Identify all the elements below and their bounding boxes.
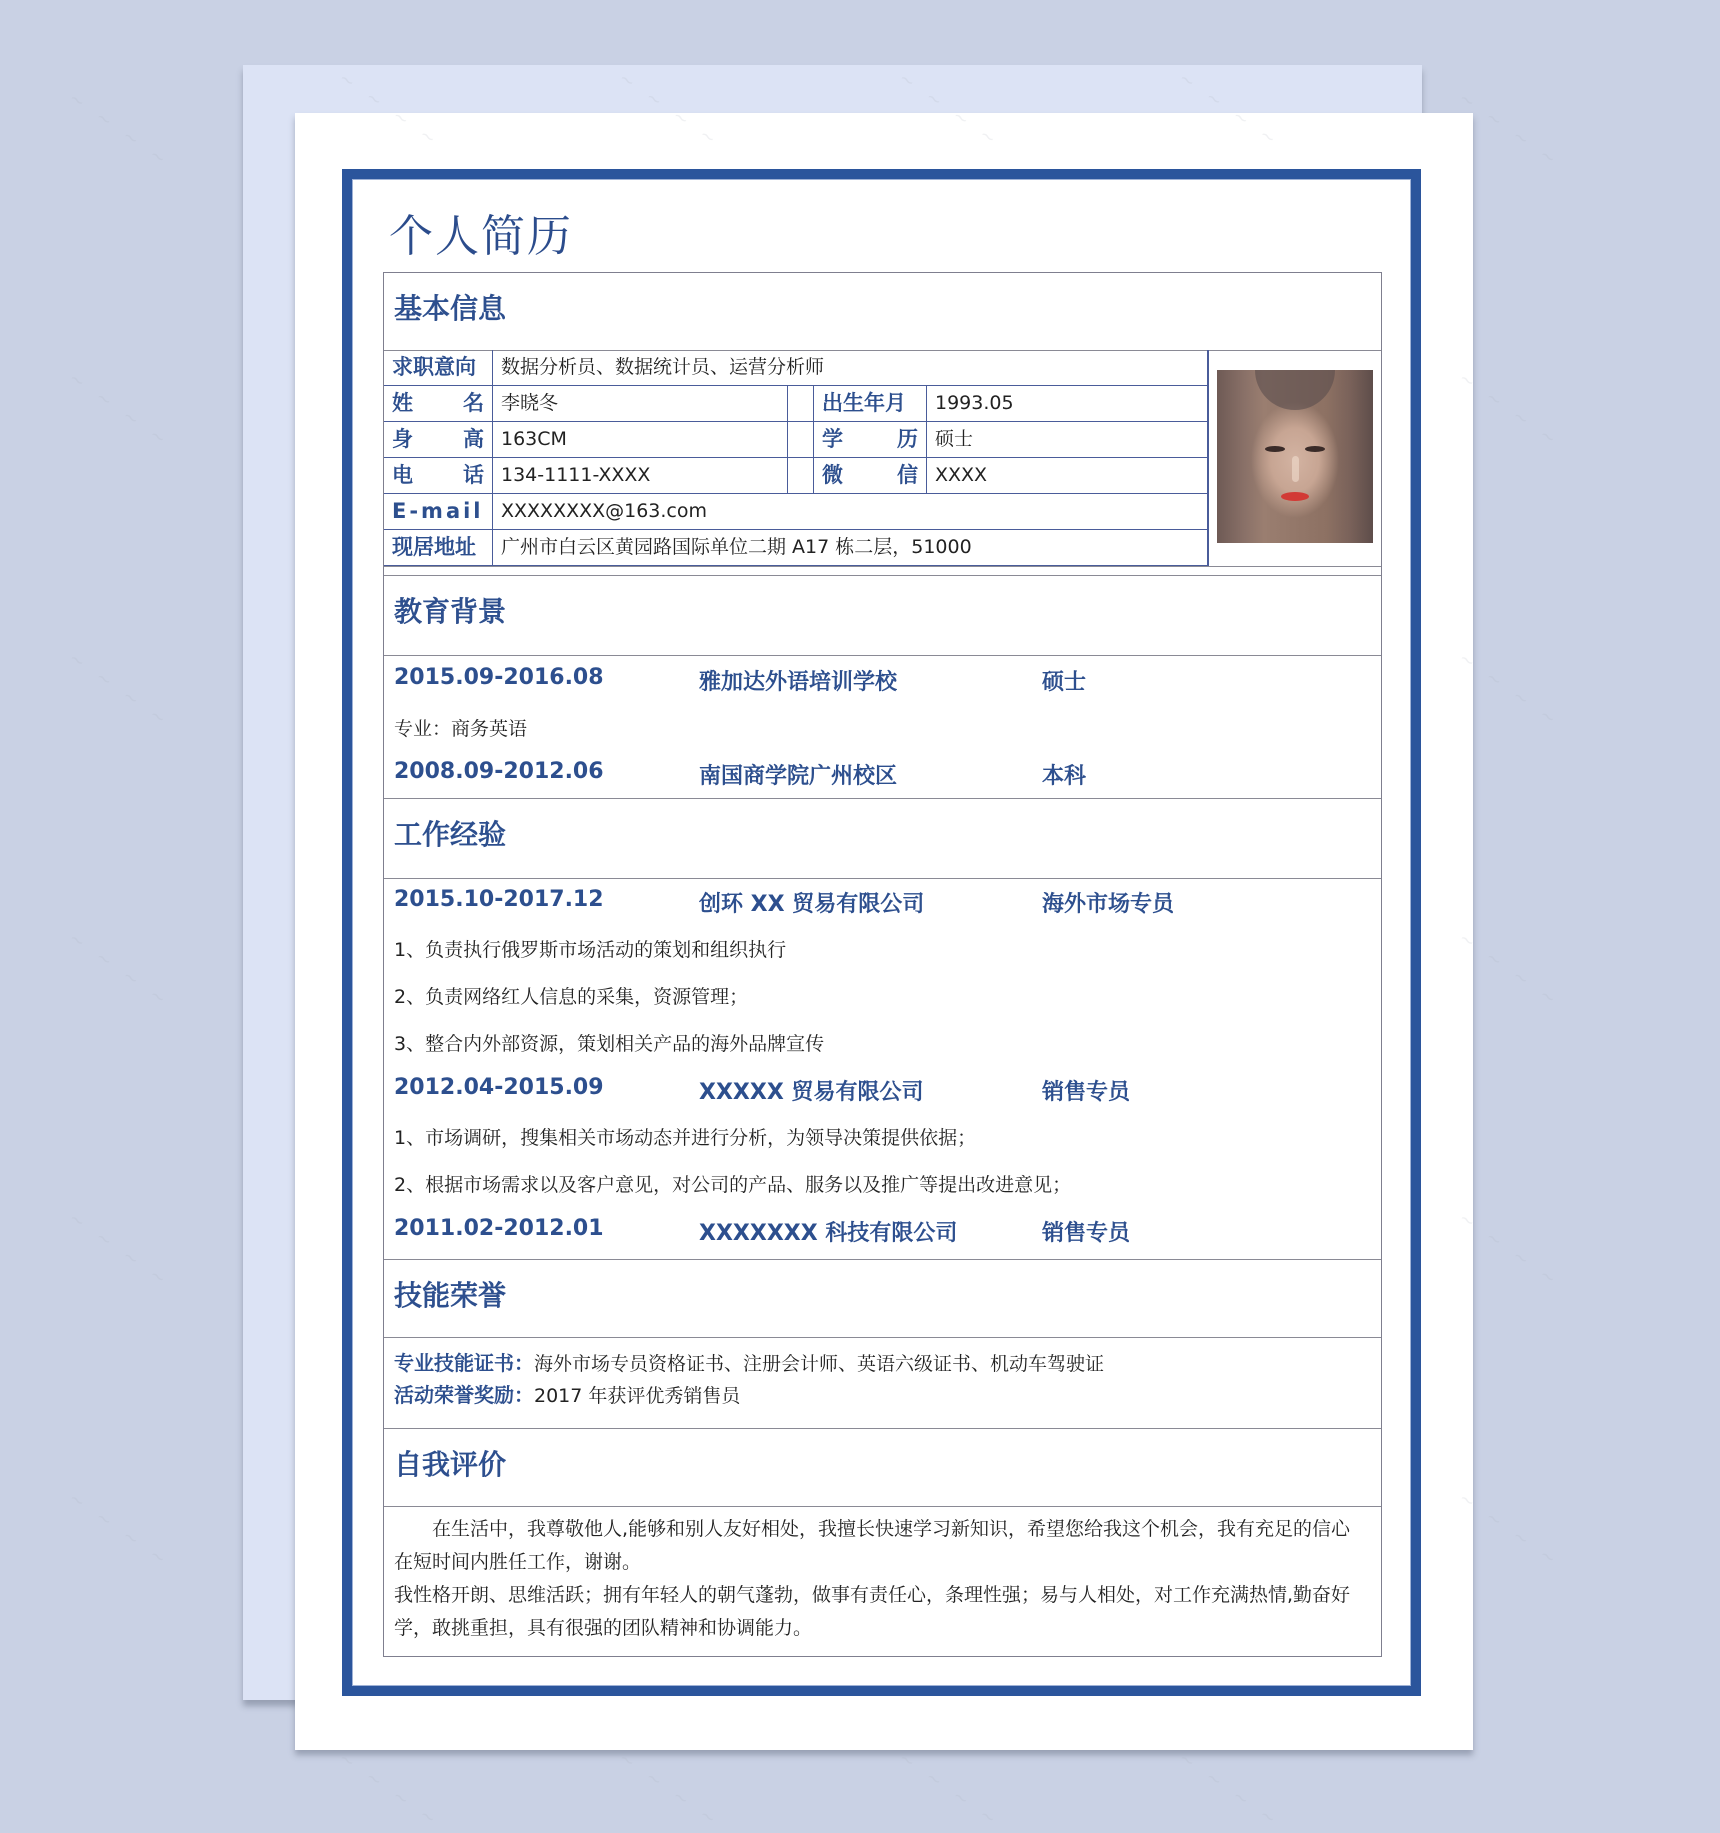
section-divider [384, 566, 1381, 576]
label-phone: 电 话 [384, 458, 493, 494]
value-height: 163CM [493, 422, 788, 458]
work-duty: 1、市场调研，搜集相关市场动态并进行分析，为领导决策提供依据； [394, 1127, 977, 1149]
work-period: 2015.10-2017.12 [394, 887, 604, 912]
basic-info-grid [384, 350, 1381, 566]
label-education: 学 历 [814, 422, 927, 458]
skill-award-value: 2017 年获评优秀销售员 [534, 1385, 741, 1407]
work-duty: 1、负责执行俄罗斯市场活动的策划和组织执行 [394, 939, 787, 961]
edu-school: 南国商学院广州校区 [699, 764, 898, 789]
work-duty: 3、整合内外部资源，策划相关产品的海外品牌宣传 [394, 1033, 825, 1055]
label-name: 姓 名 [384, 386, 493, 422]
resume-table [383, 272, 1382, 1657]
work-period: 2011.02-2012.01 [394, 1216, 604, 1241]
edu-degree: 本科 [1042, 764, 1087, 789]
section-header-work [384, 798, 1381, 879]
label-birth: 出生年月 [814, 386, 927, 422]
section-header-basic-info [384, 273, 1381, 351]
skill-cert-value: 海外市场专员资格证书、注册会计师、英语六级证书、机动车驾驶证 [534, 1353, 1105, 1375]
spacer-cell [788, 386, 814, 422]
label-address: 现居地址 [384, 530, 493, 566]
self-eval-paragraph: 我性格开朗、思维活跃；拥有年轻人的朝气蓬勃，做事有责任心，条理性强；易与人相处，对工作充满热情,勤奋好学，敢挑重担，具有很强的团队精神和协调能力。 [394, 1584, 1351, 1639]
section-title: 技能荣誉 [394, 1279, 507, 1312]
value-job-intent: 数据分析员、数据统计员、运营分析师 [493, 350, 1208, 386]
edu-major: 专业：商务英语 [394, 718, 528, 740]
photo-cell [1208, 350, 1381, 566]
section-title: 工作经验 [394, 818, 507, 851]
value-name: 李晓冬 [493, 386, 788, 422]
label-height: 身 高 [384, 422, 493, 458]
work-role: 销售专员 [1042, 1080, 1131, 1105]
edu-school: 雅加达外语培训学校 [699, 670, 898, 695]
section-title: 基本信息 [394, 292, 507, 325]
edu-period: 2015.09-2016.08 [394, 665, 604, 690]
value-phone: 134-1111-XXXX [493, 458, 788, 494]
work-role: 销售专员 [1042, 1221, 1131, 1246]
self-eval-paragraph: 在生活中，我尊敬他人,能够和别人友好相处，我擅长快速学习新知识，希望您给我这个机会，我有充足的信心在短时间内胜任工作，谢谢。 [394, 1518, 1351, 1573]
work-company: XXXXXXX 科技有限公司 [699, 1221, 958, 1246]
label-wechat: 微 信 [814, 458, 927, 494]
skill-cert-label: 专业技能证书： [394, 1351, 534, 1375]
value-wechat: XXXX [927, 458, 1208, 494]
section-title: 自我评价 [394, 1448, 507, 1481]
work-role: 海外市场专员 [1042, 892, 1175, 917]
work-company: XXXXX 贸易有限公司 [699, 1080, 924, 1105]
work-duty: 2、负责网络红人信息的采集，资源管理； [394, 986, 749, 1008]
skill-award-label: 活动荣誉奖励： [394, 1383, 534, 1407]
portrait-photo [1217, 370, 1373, 543]
page-title: 个人简历 [389, 211, 573, 262]
value-email: XXXXXXXX@163.com [493, 494, 1208, 530]
work-duty: 2、根据市场需求以及客户意见，对公司的产品、服务以及推广等提出改进意见； [394, 1174, 1072, 1196]
skill-certificates [394, 1347, 1104, 1376]
label-email: E-mail [384, 494, 493, 530]
section-header-skills [384, 1259, 1381, 1338]
self-eval-text [394, 1513, 1369, 1645]
work-period: 2012.04-2015.09 [394, 1075, 604, 1100]
skill-awards [394, 1379, 740, 1408]
section-header-education [384, 576, 1381, 656]
value-address: 广州市白云区黄园路国际单位二期 A17 栋二层，51000 [493, 530, 1208, 566]
label-job-intent: 求职意向 [384, 350, 493, 386]
value-education: 硕士 [927, 422, 1208, 458]
spacer-cell [788, 422, 814, 458]
section-title: 教育背景 [394, 595, 507, 628]
section-header-self-eval [384, 1428, 1381, 1507]
value-birth: 1993.05 [927, 386, 1208, 422]
edu-degree: 硕士 [1042, 670, 1087, 695]
spacer-cell [788, 458, 814, 494]
work-company: 创环 XX 贸易有限公司 [699, 892, 925, 917]
edu-period: 2008.09-2012.06 [394, 759, 604, 784]
